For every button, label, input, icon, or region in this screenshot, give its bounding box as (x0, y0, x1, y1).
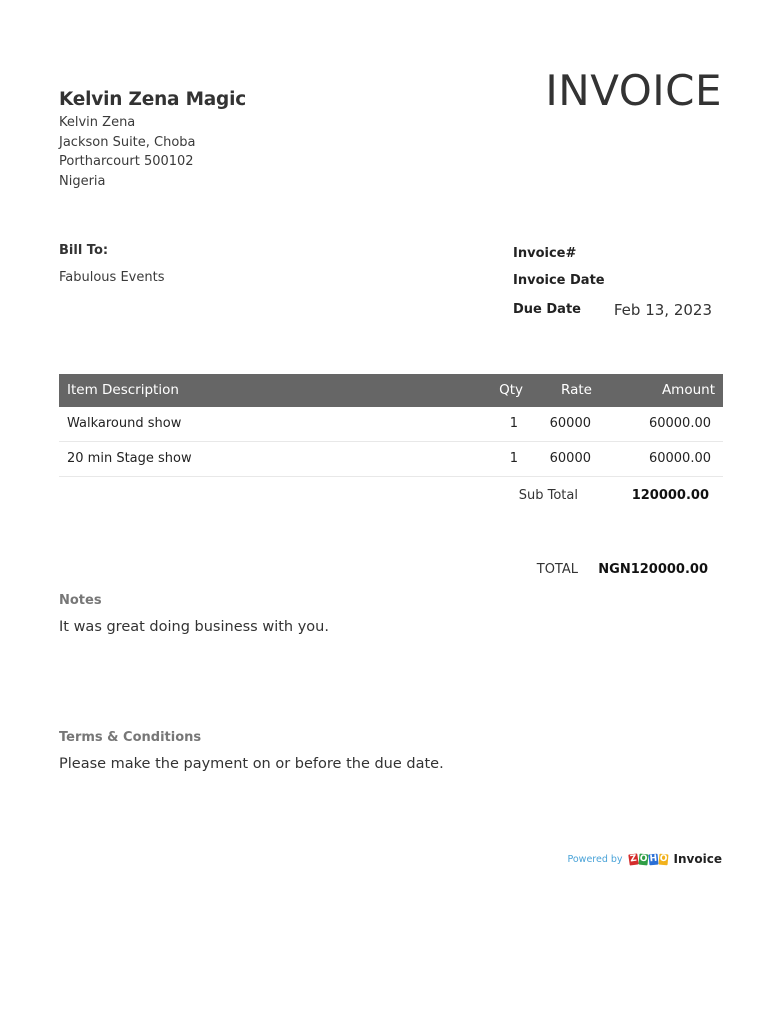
item-rate: 60000 (549, 451, 591, 466)
zoho-letter-z: Z (629, 853, 637, 864)
due-date-label: Due Date (513, 302, 581, 317)
company-country: Nigeria (59, 174, 106, 189)
zoho-letter-h: H (648, 853, 658, 864)
document-title: INVOICE (545, 66, 722, 115)
item-qty: 1 (509, 451, 518, 466)
notes-label: Notes (59, 593, 102, 608)
terms-text: Please make the payment on or before the due date. (59, 756, 444, 772)
item-rate: 60000 (549, 416, 591, 431)
column-header-amount: Amount (661, 382, 715, 398)
table-row (59, 442, 723, 477)
line-items-table (59, 374, 723, 477)
zoho-product-name: Invoice (673, 852, 722, 866)
zoho-letter-o: O (638, 853, 648, 864)
due-date-value: Feb 13, 2023 (613, 301, 712, 319)
column-header-qty: Qty (499, 382, 523, 398)
total-label: TOTAL (536, 562, 578, 577)
zoho-letter-o2: O (658, 853, 668, 864)
powered-by-badge[interactable] (567, 852, 722, 866)
company-contact-name: Kelvin Zena (59, 115, 136, 130)
notes-text: It was great doing business with you. (59, 619, 329, 635)
powered-by-text: Powered by (567, 853, 623, 865)
column-header-description: Item Description (67, 382, 179, 398)
invoice-number-label: Invoice# (513, 246, 577, 261)
subtotal-label: Sub Total (518, 488, 578, 503)
company-city-line: Portharcourt 500102 (59, 154, 194, 169)
item-description: 20 min Stage show (67, 451, 192, 466)
item-amount: 60000.00 (648, 416, 711, 431)
company-name: Kelvin Zena Magic (59, 89, 247, 110)
total-value: NGN120000.00 (598, 562, 708, 577)
company-address-line: Jackson Suite, Choba (59, 135, 196, 150)
bill-to-name: Fabulous Events (59, 270, 165, 285)
item-amount: 60000.00 (648, 451, 711, 466)
table-row (59, 407, 723, 442)
terms-label: Terms & Conditions (59, 730, 202, 745)
subtotal-value: 120000.00 (631, 488, 709, 503)
bill-to-label: Bill To: (59, 243, 109, 258)
item-description: Walkaround show (67, 416, 182, 431)
zoho-logo-icon (629, 854, 668, 865)
invoice-date-label: Invoice Date (513, 273, 605, 288)
table-header (59, 374, 723, 407)
item-qty: 1 (509, 416, 518, 431)
column-header-rate: Rate (561, 382, 592, 398)
